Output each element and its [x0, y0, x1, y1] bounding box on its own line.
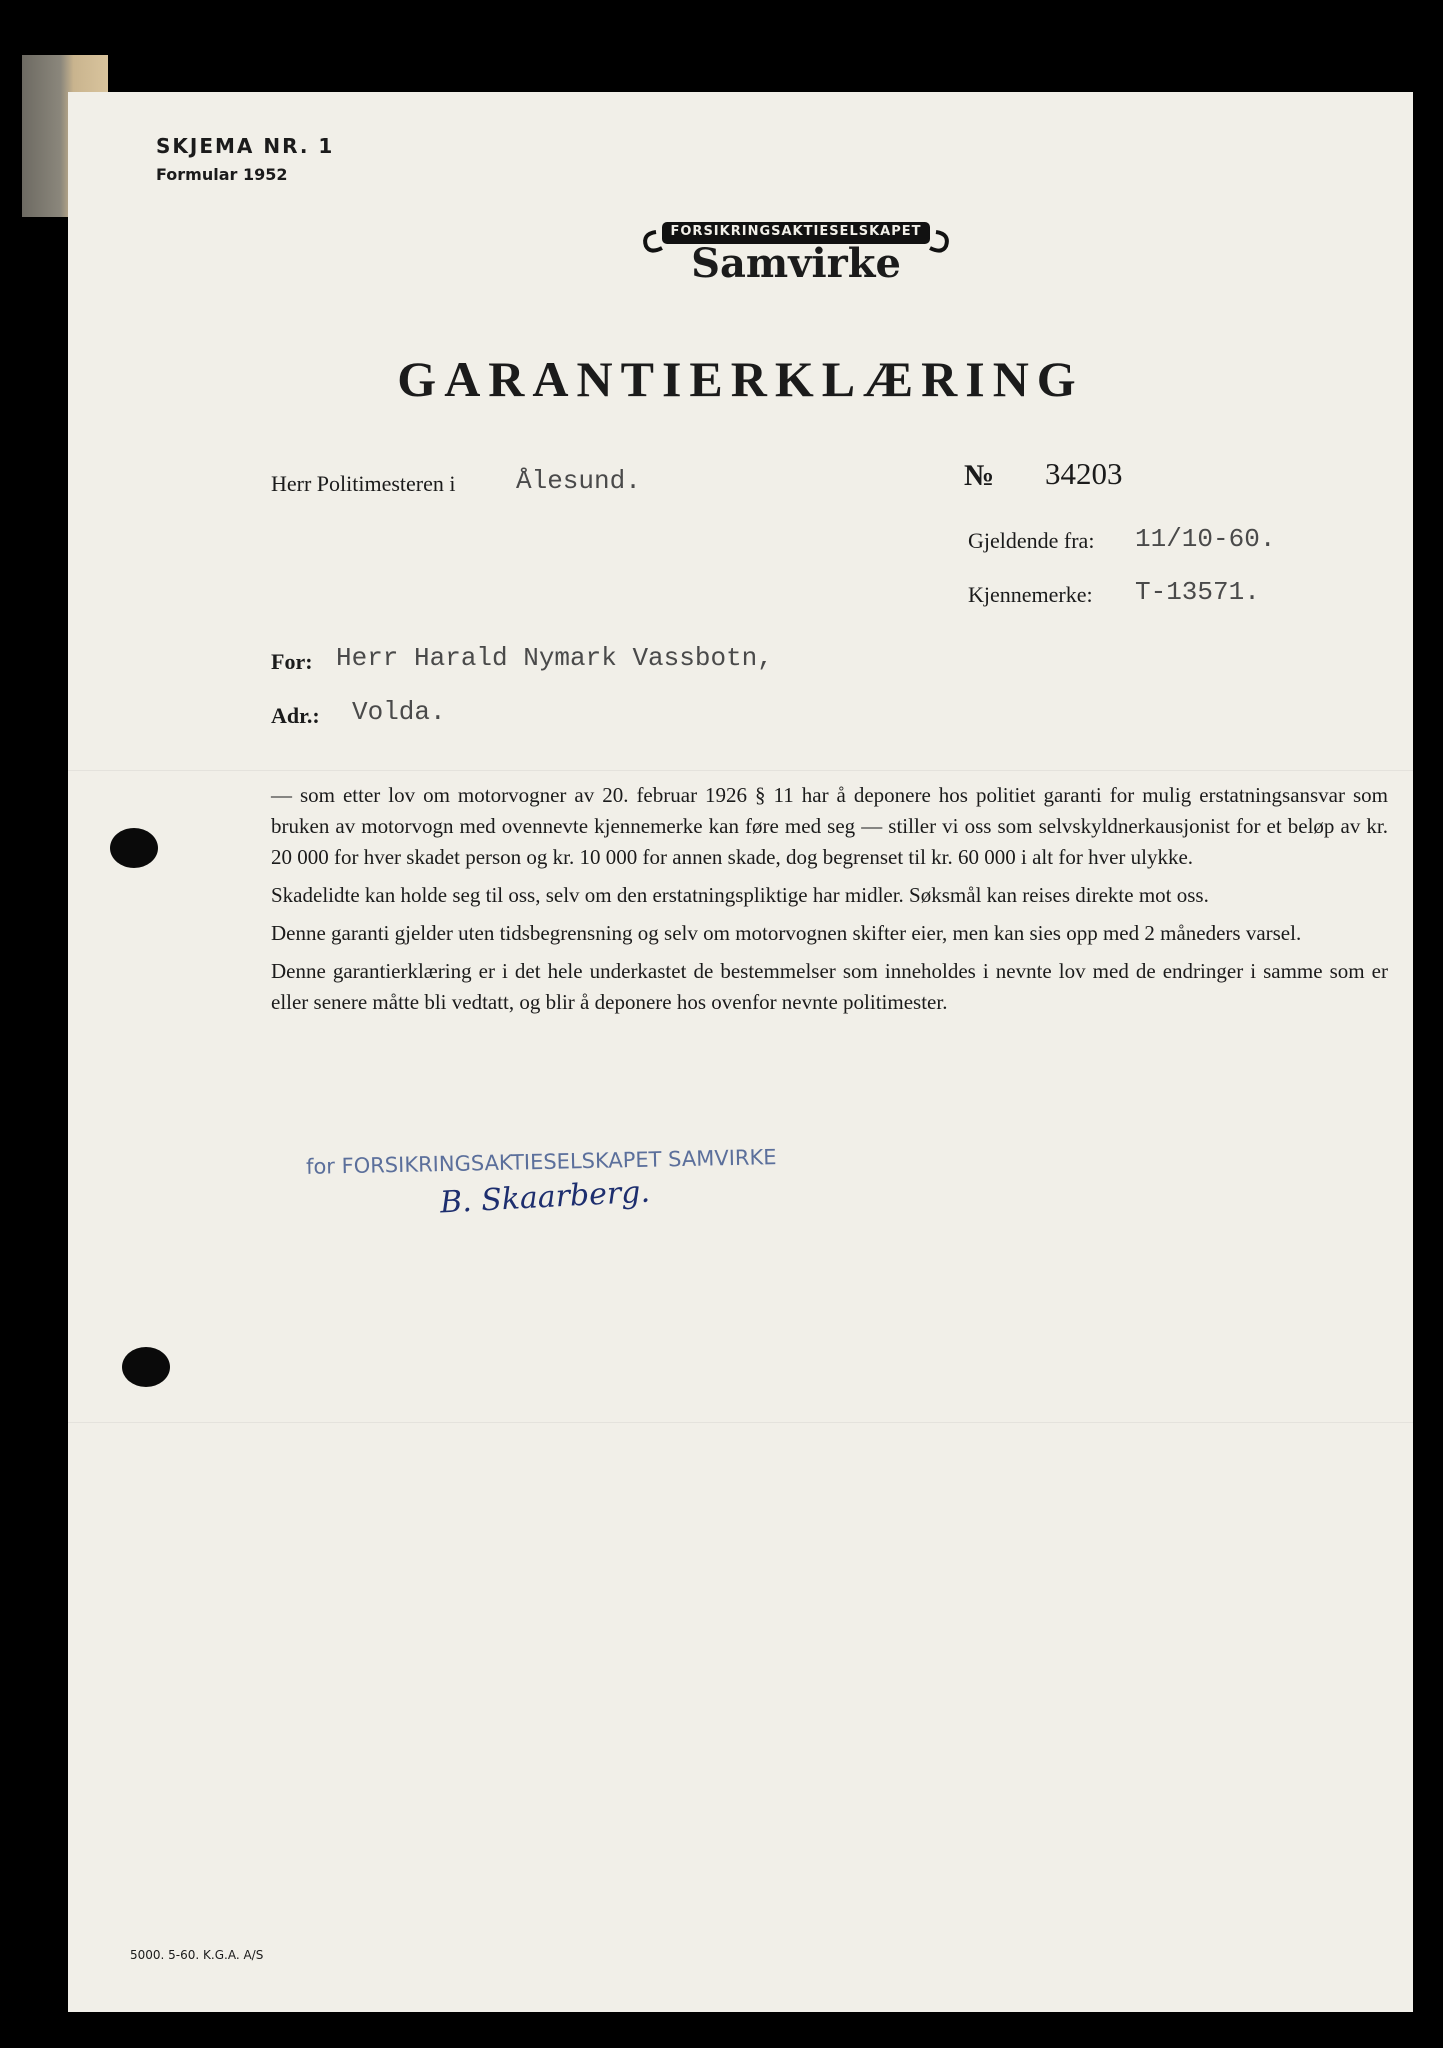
document-page — [68, 92, 1413, 2012]
number-label: № — [964, 459, 995, 492]
valid-from-label: Gjeldende fra: — [968, 528, 1095, 553]
address-value: Volda. — [352, 697, 446, 727]
logo-brand: Samvirke — [691, 240, 901, 287]
logo-banner-text: FORSIKRINGSAKTIESELSKAPET — [670, 224, 922, 239]
document-number: 34203 — [1045, 456, 1123, 491]
for-label: For: — [271, 649, 313, 674]
fold-line — [68, 770, 1413, 771]
fold-line — [68, 1422, 1413, 1423]
body-paragraph-3: Denne garanti gjelder uten tidsbegrensning og selv om motorvognen skifter eier, men kan sies opp med 2 måneders varsel. — [271, 921, 1302, 945]
registration-label: Kjennemerke: — [968, 582, 1093, 607]
punch-hole — [110, 828, 158, 868]
punch-hole — [122, 1347, 170, 1387]
schema-number: SKJEMA NR. 1 — [156, 134, 335, 158]
registration-value: T-13571. — [1135, 577, 1260, 607]
body-paragraph-4: Denne garantierklæring er i det hele underkastet de bestemmelser som inneholdes i nevnte lov med de endringer i samme som er eller senere måtte bli vedtatt, og blir å deponere hos ovenfor nevnte politimester. — [271, 959, 1388, 1014]
for-person-name: Herr Harald Nymark Vassbotn, — [336, 643, 773, 673]
recipient-value: Ålesund. — [516, 466, 641, 496]
document-title: GARANTIERKLÆRING — [397, 351, 1084, 407]
print-footer: 5000. 5-60. K.G.A. A/S — [130, 1948, 264, 1962]
address-label: Adr.: — [271, 703, 320, 728]
form-year: Formular 1952 — [156, 165, 288, 184]
body-paragraph-1: — som etter lov om motorvogner av 20. februar 1926 § 11 har å deponere hos politiet garanti for mulig erstatningsansvar som bruken av motorvogn med ovennevte kjennemerke kan føre med seg — stiller vi oss som selvskyldnerkausjonist for et beløp av kr. 20 000 for hver skadet person og kr. 10 000 for annen skade, dog begrenset til kr. 60 000 i alt for hver ulykke. — [271, 783, 1388, 869]
body-paragraph-2: Skadelidte kan holde seg til oss, selv om den erstatningspliktige har midler. Søksmål kan reises direkte mot oss. — [271, 883, 1209, 907]
recipient-label: Herr Politimesteren i — [271, 471, 456, 496]
guarantee-text — [271, 780, 1388, 1025]
valid-from-value: 11/10-60. — [1135, 524, 1276, 554]
signature: B. Skaarberg. — [439, 1174, 651, 1221]
company-stamp: for FORSIKRINGSAKTIESELSKAPET SAMVIRKE — [305, 1145, 777, 1179]
company-logo — [636, 214, 956, 294]
